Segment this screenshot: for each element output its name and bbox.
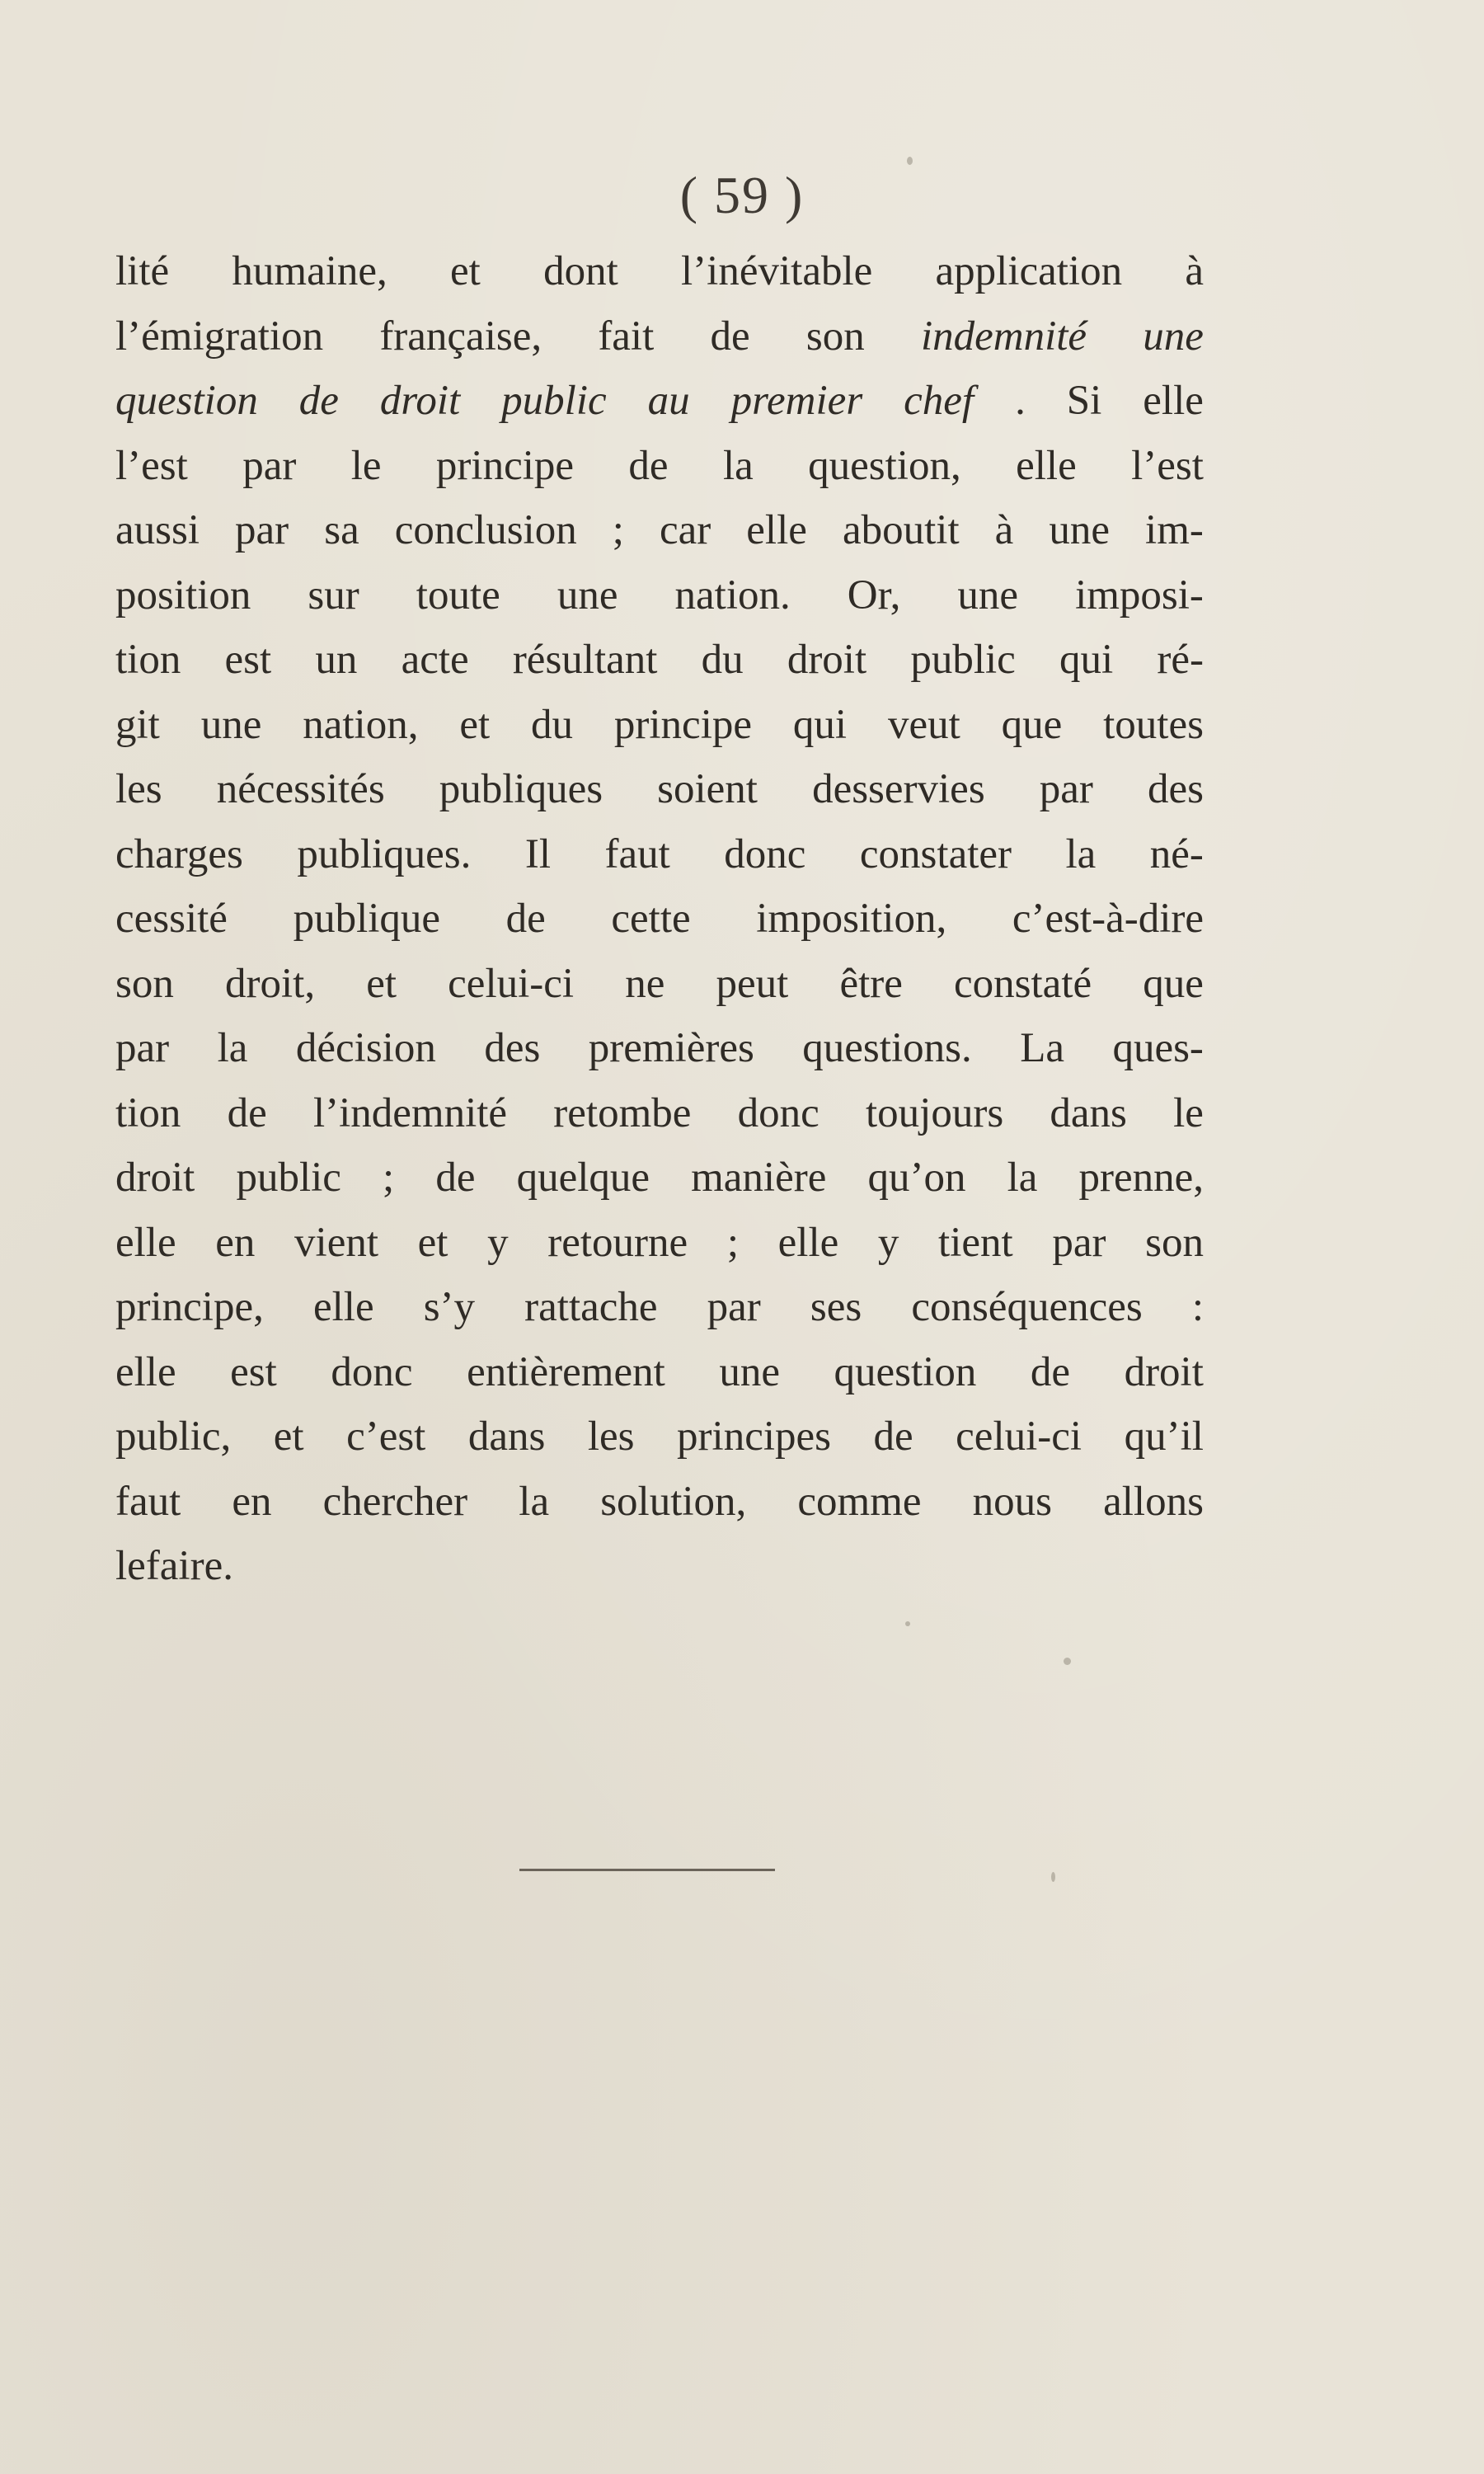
word: né- (1149, 830, 1204, 877)
paper-speck (1051, 1872, 1055, 1882)
word: droit (787, 637, 867, 683)
word: conséquences (911, 1284, 1143, 1330)
word: française, (379, 313, 542, 360)
word: qu’on (867, 1155, 966, 1201)
word: droit, (225, 960, 316, 1007)
word: l’est (115, 442, 188, 489)
word: la (1007, 1155, 1038, 1201)
word: conclusion (394, 507, 577, 553)
word: rattache (524, 1284, 658, 1330)
word: prenne, (1078, 1155, 1204, 1201)
word: du (701, 637, 744, 683)
text-line (115, 239, 1204, 304)
word: git (115, 701, 160, 748)
word: et (366, 960, 397, 1007)
word: retourne (547, 1219, 688, 1266)
paper-speck (907, 157, 913, 165)
word: elle (115, 1348, 176, 1395)
word: ; (383, 1155, 395, 1201)
word: humaine, (232, 248, 387, 294)
word: publique (293, 896, 441, 942)
word: manière (691, 1155, 827, 1201)
word: tion (115, 637, 181, 683)
word: entièrement (467, 1348, 665, 1395)
body-text (115, 239, 1204, 1599)
word: veut (887, 701, 960, 748)
text-line (115, 1211, 1204, 1276)
word: tion (115, 1089, 181, 1136)
word: principes (677, 1413, 831, 1460)
word: un (315, 637, 358, 683)
word: une (1049, 507, 1110, 553)
word: nation, (303, 701, 419, 748)
word: y (877, 1219, 899, 1266)
word: elle (1143, 378, 1204, 424)
word: imposition, (756, 896, 947, 942)
word: dont (543, 248, 618, 294)
italic-word: question (115, 378, 258, 424)
word: et (417, 1219, 448, 1266)
word: principe (613, 701, 753, 748)
italic-word: une (1143, 313, 1204, 360)
word: : (1191, 1284, 1204, 1330)
word: est (224, 637, 272, 683)
word: public, (115, 1413, 232, 1460)
word: principe, (115, 1284, 264, 1330)
word: y (487, 1219, 509, 1266)
word: c’est-à-dire (1012, 896, 1204, 942)
text-line (115, 1470, 1204, 1535)
text-line (115, 1340, 1204, 1405)
text-line (115, 693, 1204, 758)
word: le (1173, 1089, 1204, 1136)
word: quelque (516, 1155, 650, 1201)
italic-word: indemnité (920, 313, 1087, 360)
word: elle (777, 1219, 839, 1266)
italic-word: chef (904, 378, 974, 424)
word: ; (726, 1219, 739, 1266)
word: tient (938, 1219, 1013, 1266)
word: une (200, 701, 262, 748)
word: charges (115, 830, 243, 877)
word: de (710, 313, 750, 360)
word: ; (612, 507, 624, 553)
word: des (484, 1025, 541, 1071)
word: décision (295, 1025, 436, 1071)
word: comme (797, 1478, 922, 1525)
word: de (1030, 1348, 1071, 1395)
word: une (556, 571, 618, 618)
word: est (230, 1348, 277, 1395)
italic-word: droit (379, 378, 461, 424)
italic-word: de (298, 378, 339, 424)
word: dans (1050, 1089, 1127, 1136)
word: elle (115, 1219, 176, 1266)
text-line (115, 757, 1204, 822)
text-line (115, 498, 1204, 563)
word: par (1052, 1219, 1106, 1266)
word: ques- (1112, 1025, 1204, 1071)
section-rule (519, 1869, 775, 1871)
word: sur (308, 571, 359, 618)
word: soient (657, 766, 758, 812)
word: de (628, 442, 669, 489)
paper-speck (905, 1621, 910, 1626)
word: qu’il (1124, 1413, 1204, 1460)
italic-word: au (647, 378, 690, 424)
italic-word: public (501, 378, 607, 424)
word: qui (1059, 637, 1114, 683)
word: une (719, 1348, 780, 1395)
word: elle (312, 1284, 374, 1330)
text-line (115, 304, 1204, 369)
word: allons (1103, 1478, 1204, 1525)
word: s’y (423, 1284, 476, 1330)
word: par (115, 1025, 170, 1071)
text-line (115, 369, 1204, 434)
word: questions. (802, 1025, 972, 1071)
word: dans (467, 1413, 546, 1460)
word: à (1185, 248, 1204, 294)
word: cette (611, 896, 691, 942)
word: par (1039, 766, 1093, 812)
word: question, (808, 442, 961, 489)
word: ré- (1157, 637, 1204, 683)
word: vient (294, 1219, 379, 1266)
word: que (1143, 960, 1204, 1007)
text-line (115, 952, 1204, 1017)
word: premières (588, 1025, 754, 1071)
word: toute (416, 571, 500, 618)
text-line (115, 434, 1204, 499)
word: l’indemnité (312, 1089, 508, 1136)
word: être (839, 960, 903, 1007)
word: la (217, 1025, 248, 1071)
word: ses (810, 1284, 862, 1330)
word: et (450, 248, 481, 294)
word: les (587, 1413, 635, 1460)
word: constater (859, 830, 1012, 877)
word: à (994, 507, 1014, 553)
word: donc (331, 1348, 413, 1395)
word: de (505, 896, 546, 942)
word: solution, (600, 1478, 747, 1525)
word: par (242, 442, 297, 489)
word: im- (1145, 507, 1204, 553)
word: retombe (553, 1089, 692, 1136)
word: la (722, 442, 754, 489)
italic-word: premier (730, 378, 863, 424)
word: fait (598, 313, 655, 360)
text-line (115, 1145, 1204, 1211)
word: c’est (346, 1413, 426, 1460)
text-line (115, 1534, 1204, 1599)
word: elle (746, 507, 807, 553)
word: ne (625, 960, 665, 1007)
word: la (519, 1478, 550, 1525)
word: son (805, 313, 865, 360)
word: qui (792, 701, 848, 748)
word: La (1020, 1025, 1064, 1071)
word: des (1147, 766, 1204, 812)
word: toutes (1103, 701, 1204, 748)
word: l’est (1131, 442, 1204, 489)
word: de (227, 1089, 267, 1136)
word: donc (737, 1089, 819, 1136)
word: et (273, 1413, 304, 1460)
word: par (707, 1284, 761, 1330)
text-line (115, 563, 1204, 628)
word: car (659, 507, 711, 553)
word: sa (324, 507, 359, 553)
word: son (115, 960, 174, 1007)
word: lité (115, 248, 170, 294)
word: nation. (674, 571, 791, 618)
word: acte (401, 637, 469, 683)
word: . (1015, 378, 1026, 424)
text-line (115, 1404, 1204, 1470)
word: public (910, 637, 1016, 683)
word: l’émigration (115, 313, 324, 360)
word: en (232, 1478, 272, 1525)
word: application (935, 248, 1123, 294)
word: faire. (145, 1543, 233, 1589)
word: par (235, 507, 289, 553)
word: aussi (115, 507, 200, 553)
text-line (115, 887, 1204, 952)
word: question (834, 1348, 977, 1395)
word: publiques. (297, 830, 472, 877)
word: du (531, 701, 574, 748)
word: le (115, 1543, 146, 1589)
word: en (215, 1219, 256, 1266)
word: l’inévitable (681, 248, 873, 294)
word: toujours (866, 1089, 1004, 1136)
word: Si (1066, 378, 1102, 424)
word: son (1145, 1219, 1204, 1266)
word: public (236, 1155, 341, 1201)
word: celui-ci (448, 960, 575, 1007)
text-line (115, 822, 1204, 887)
word: nous (972, 1478, 1053, 1525)
word: position (115, 571, 251, 618)
word: faut (604, 830, 670, 877)
word: résultant (512, 637, 658, 683)
word: de (873, 1413, 913, 1460)
word: droit (1124, 1348, 1204, 1395)
word: Il (524, 830, 552, 877)
word: peut (716, 960, 789, 1007)
word: celui-ci (956, 1413, 1082, 1460)
word: nécessités (216, 766, 385, 812)
word: constaté (954, 960, 1092, 1007)
page-number: ( 59 ) (679, 166, 805, 224)
text-line (115, 1016, 1204, 1081)
word: desservies (812, 766, 985, 812)
word: la (1065, 830, 1097, 877)
word: principe (435, 442, 575, 489)
text-line (115, 628, 1204, 693)
word: donc (724, 830, 806, 877)
word: le (350, 442, 382, 489)
word: cessité (115, 896, 228, 942)
word: publiques (439, 766, 603, 812)
word: aboutit (842, 507, 960, 553)
text-line (115, 1081, 1204, 1146)
word: que (1001, 701, 1063, 748)
text-line (115, 1275, 1204, 1340)
word: une (957, 571, 1019, 618)
word: chercher (322, 1478, 468, 1525)
word: droit (115, 1155, 195, 1201)
word: elle (1016, 442, 1077, 489)
paper-speck (1064, 1658, 1071, 1665)
word: les (115, 766, 162, 812)
word: et (459, 701, 491, 748)
word: faut (115, 1478, 181, 1525)
word: imposi- (1075, 571, 1204, 618)
word: de (435, 1155, 476, 1201)
word: Or, (847, 571, 901, 618)
